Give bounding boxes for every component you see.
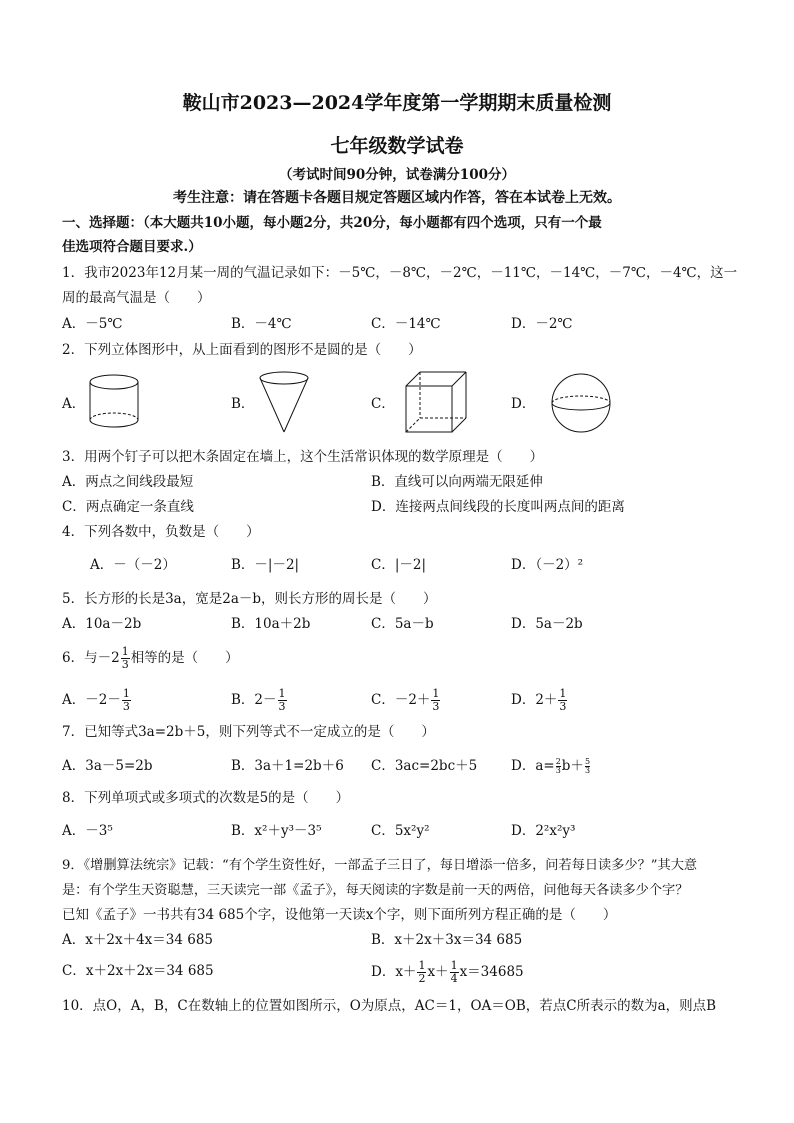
q6-option-c-prefix: C．－2＋ xyxy=(371,692,431,708)
q4-option-c: C．|－2| xyxy=(371,557,427,573)
fraction-denominator: 2 xyxy=(418,972,426,985)
fraction-numerator: 1 xyxy=(278,687,286,700)
fraction-denominator: 3 xyxy=(555,766,561,775)
q6-option-b-prefix: B．2－ xyxy=(231,692,277,708)
fraction-numerator: 5 xyxy=(584,757,591,766)
cylinder-figure xyxy=(88,372,144,434)
q6-option-d-prefix: D．2＋ xyxy=(511,692,558,708)
q7-option-d-fraction1 xyxy=(556,758,561,775)
q7-option-a: A．3a－5=2b xyxy=(62,758,153,774)
q4-option-a: A．－（－2） xyxy=(90,557,176,573)
q7-stem: 7．已知等式3a=2b＋5，则下列等式不一定成立的是（ ） xyxy=(62,724,435,740)
q6-option-d-fraction xyxy=(558,688,567,713)
q1-stem-line2: 周的最高气温是（ ） xyxy=(62,290,211,306)
q4-option-b: B．－|－2| xyxy=(231,557,300,573)
q6-option-d xyxy=(511,688,568,713)
exam-notice: 考生注意：请在答题卡各题目规定答题区域内作答，答在本试卷上无效。 xyxy=(173,190,621,206)
q2-option-b: B． xyxy=(231,396,255,412)
fraction-numerator: 1 xyxy=(122,687,130,700)
fraction-denominator: 3 xyxy=(584,766,591,775)
q9-option-d-fraction2 xyxy=(450,960,459,985)
q7-option-d-middle: b＋ xyxy=(561,758,584,774)
q3-stem: 3．用两个钉子可以把木条固定在墙上，这个生活常识体现的数学原理是（ ） xyxy=(62,449,544,465)
q7-option-d-prefix: D．a= xyxy=(511,758,555,774)
q5-option-c: C．5a－b xyxy=(371,616,434,632)
q4-stem: 4．下列各数中，负数是（ ） xyxy=(62,524,260,540)
section1-heading-line1: 一、选择题：（本大题共10小题，每小题2分，共20分，每小题都有四个选项，只有一个最 xyxy=(62,215,602,231)
q6-stem-prefix: 6．与－2 xyxy=(62,650,120,666)
q6-option-c xyxy=(371,688,441,713)
fraction-denominator: 3 xyxy=(432,700,440,713)
fraction-denominator: 4 xyxy=(450,972,458,985)
q1-stem-line1: 1．我市2023年12月某一周的气温记录如下：－5℃，－8℃，－2℃，－11℃，－14℃，－7℃，－4℃，这一 xyxy=(62,265,738,281)
q1-option-c: C．－14℃ xyxy=(371,316,441,332)
q2-option-d: D． xyxy=(511,396,536,412)
sphere-figure xyxy=(550,372,612,434)
q6-stem xyxy=(62,646,239,671)
q9-option-d xyxy=(371,960,524,985)
fraction-numerator: 1 xyxy=(121,645,129,658)
fraction-denominator: 3 xyxy=(278,700,286,713)
q6-option-a-fraction xyxy=(122,688,131,713)
fraction-numerator: 1 xyxy=(450,959,458,972)
q3-option-c: C．两点确定一条直线 xyxy=(62,499,194,515)
q8-option-c: C．5x²y² xyxy=(371,823,430,839)
fraction-numerator: 1 xyxy=(418,959,426,972)
q2-option-c: C． xyxy=(371,396,395,412)
q9-option-b: B．x＋2x＋3x＝34 685 xyxy=(371,932,523,948)
q1-option-b: B．－4℃ xyxy=(231,316,292,332)
q5-option-b: B．10a＋2b xyxy=(231,616,311,632)
q6-option-c-fraction xyxy=(431,688,440,713)
q6-stem-suffix: 相等的是（ ） xyxy=(130,650,239,666)
q8-option-b: B．x²＋y³－3⁵ xyxy=(231,823,322,839)
exam-title: 鞍山市2023—2024学年度第一学期期末质量检测 xyxy=(182,92,612,114)
q7-option-c: C．3ac=2bc＋5 xyxy=(371,758,478,774)
q6-option-a xyxy=(62,688,132,713)
time-note: （考试时间90分钟，试卷满分100分） xyxy=(279,167,515,183)
cube-figure xyxy=(402,370,470,436)
q3-option-a: A．两点之间线段最短 xyxy=(62,474,194,490)
q2-option-a: A． xyxy=(62,396,86,412)
q5-stem: 5．长方形的长是3a，宽是2a－b，则长方形的周长是（ ） xyxy=(62,591,437,607)
q4-option-d: D．（－2）² xyxy=(511,557,584,573)
q9-option-c: C．x＋2x＋2x＝34 685 xyxy=(62,963,214,979)
q5-option-d: D．5a－2b xyxy=(511,616,583,632)
q9-stem-line1: 9．《增删算法统宗》记载：“有个学生资性好，一部孟子三日了，每日增添一倍多，问若每日读多少？”其大意 xyxy=(62,858,698,873)
q3-option-d: D．连接两点间线段的长度叫两点间的距离 xyxy=(371,499,625,515)
q6-option-b-fraction xyxy=(278,688,287,713)
fraction-numerator: 1 xyxy=(432,687,440,700)
q5-option-a: A．10a－2b xyxy=(62,616,142,632)
q8-stem: 8．下列单项式或多项式的次数是5的是（ ） xyxy=(62,790,350,806)
q6-fraction xyxy=(121,646,130,671)
fraction-denominator: 3 xyxy=(559,700,567,713)
q7-option-d xyxy=(511,757,591,775)
fraction-numerator: 2 xyxy=(555,757,561,766)
q9-stem-line2: 是：有个学生天资聪慧，三天读完一部《孟子》，每天阅读的字数是前一天的两倍，问他每天各读多少个字？ xyxy=(62,883,689,898)
q1-option-d: D．－2℃ xyxy=(511,316,573,332)
q6-option-b xyxy=(231,688,288,713)
q3-option-b: B．直线可以向两端无限延伸 xyxy=(371,474,543,490)
q8-option-a: A．－3⁵ xyxy=(62,823,113,839)
exam-subtitle: 七年级数学试卷 xyxy=(330,135,464,157)
fraction-denominator: 3 xyxy=(122,700,130,713)
q9-option-a: A．x＋2x＋4x＝34 685 xyxy=(62,932,214,948)
q9-option-d-fraction1 xyxy=(417,960,426,985)
section1-heading-line2: 佳选项符合题目要求.） xyxy=(62,239,202,255)
q7-option-d-fraction2 xyxy=(585,758,590,775)
q9-stem-line3: 已知《孟子》一书共有34 685个字，设他第一天读x个字，则下面所列方程正确的是（ ） xyxy=(62,907,617,923)
fraction-numerator: 1 xyxy=(559,687,567,700)
q8-option-d: D．2²x²y³ xyxy=(511,823,576,839)
q9-option-d-suffix: x＝34685 xyxy=(459,964,524,980)
cone-figure xyxy=(256,370,312,436)
q9-option-d-middle: x＋ xyxy=(427,964,449,980)
q9-option-d-prefix: D．x＋ xyxy=(371,964,417,980)
q10-stem-line1: 10．点O，A，B，C在数轴上的位置如图所示，O为原点，AC＝1，OA＝OB，若点C所表示的数为a，则点B xyxy=(62,998,717,1014)
q6-option-a-prefix: A．－2－ xyxy=(62,692,121,708)
q2-stem: 2．下列立体图形中，从上面看到的图形不是圆的是（ ） xyxy=(62,342,422,358)
fraction-denominator: 3 xyxy=(121,658,129,671)
q1-option-a: A．－5℃ xyxy=(62,316,123,332)
q7-option-b: B．3a＋1=2b＋6 xyxy=(231,758,344,774)
